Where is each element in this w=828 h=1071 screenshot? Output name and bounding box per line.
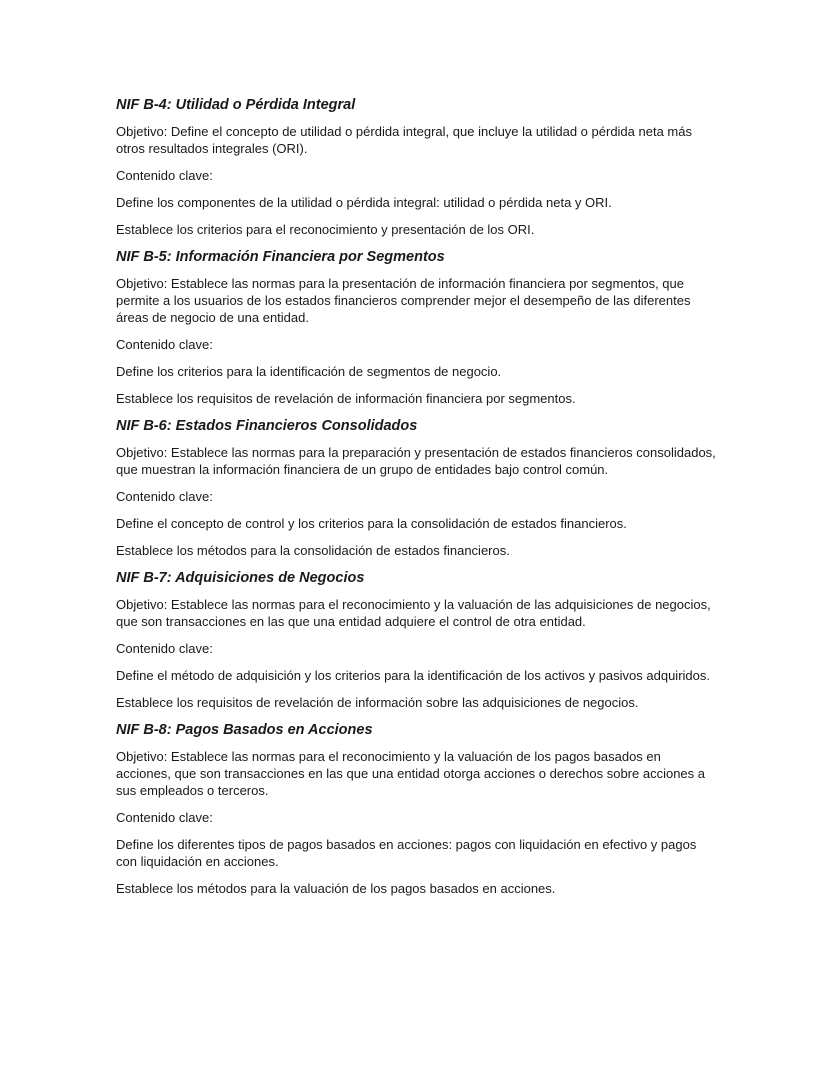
content-paragraph: Establece los requisitos de revelación de información financiera por segmentos. <box>116 391 576 406</box>
key-content-label: Contenido clave: <box>116 810 213 825</box>
section-nif-b7 <box>116 569 718 711</box>
key-content-label: Contenido clave: <box>116 489 213 504</box>
content-paragraph: Define los diferentes tipos de pagos basados en acciones: pagos con liquidación en efectivo y pagos con liquidación en acciones. <box>116 837 697 869</box>
section-nif-b4 <box>116 96 718 238</box>
content-paragraph: Establece los métodos para la consolidación de estados financieros. <box>116 543 510 558</box>
section-title: NIF B-4: Utilidad o Pérdida Integral <box>116 97 356 113</box>
content-paragraph: Establece los métodos para la valuación de los pagos basados en acciones. <box>116 881 556 896</box>
key-content-label: Contenido clave: <box>116 641 213 656</box>
content-paragraph: Establece los requisitos de revelación de información sobre las adquisiciones de negocios. <box>116 695 639 710</box>
content-paragraph: Define el concepto de control y los criterios para la consolidación de estados financieros. <box>116 516 627 531</box>
section-title: NIF B-8: Pagos Basados en Acciones <box>116 722 373 738</box>
content-paragraph: Define los criterios para la identificación de segmentos de negocio. <box>116 364 502 379</box>
objective-paragraph: Objetivo: Establece las normas para la preparación y presentación de estados financieros consolidados, que muestran la información financiera de un grupo de entidades bajo control común. <box>116 445 716 477</box>
content-paragraph: Define el método de adquisición y los criterios para la identificación de los activos y pasivos adquiridos. <box>116 668 710 683</box>
objective-paragraph: Objetivo: Define el concepto de utilidad o pérdida integral, que incluye la utilidad o pérdida neta más otros resultados integrales (ORI). <box>116 124 692 156</box>
content-paragraph: Establece los criterios para el reconocimiento y presentación de los ORI. <box>116 222 535 237</box>
key-content-label: Contenido clave: <box>116 168 213 183</box>
key-content-label: Contenido clave: <box>116 337 213 352</box>
section-title: NIF B-6: Estados Financieros Consolidados <box>116 418 418 434</box>
section-nif-b8 <box>116 721 718 897</box>
content-paragraph: Define los componentes de la utilidad o pérdida integral: utilidad o pérdida neta y ORI. <box>116 195 612 210</box>
section-nif-b5 <box>116 248 718 407</box>
objective-paragraph: Objetivo: Establece las normas para el reconocimiento y la valuación de los pagos basados en acciones, que son transacciones en las que una entidad otorga acciones o derechos sobre acciones a sus empleados o terceros. <box>116 749 705 798</box>
section-title: NIF B-5: Información Financiera por Segmentos <box>116 249 445 265</box>
section-nif-b6 <box>116 417 718 559</box>
objective-paragraph: Objetivo: Establece las normas para el reconocimiento y la valuación de las adquisiciones de negocios, que son transacciones en las que una entidad adquiere el control de otra entidad. <box>116 597 711 629</box>
section-title: NIF B-7: Adquisiciones de Negocios <box>116 570 365 586</box>
objective-paragraph: Objetivo: Establece las normas para la presentación de información financiera por segmentos, que permite a los usuarios de los estados financieros comprender mejor el desempeño de las diferentes áreas de negocio de una entidad. <box>116 276 691 325</box>
